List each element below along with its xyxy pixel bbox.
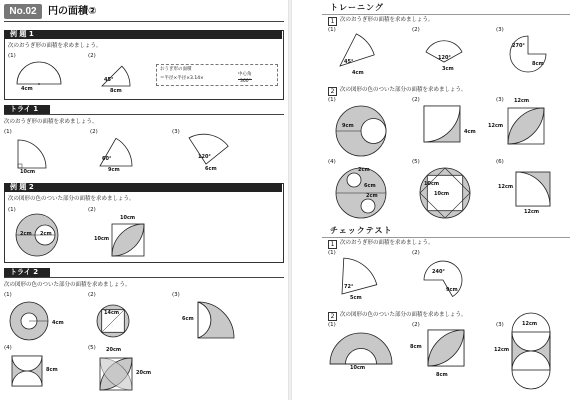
training-1-fig3-angle: 270° bbox=[512, 43, 525, 49]
training-header: トレーニング bbox=[330, 3, 384, 12]
example-2-fig2-top: 10cm bbox=[120, 215, 136, 221]
try-2-fig2-side: 14cm bbox=[104, 310, 120, 316]
formula-denominator: 360° bbox=[240, 79, 251, 85]
check-2-fig1-radius: 10cm bbox=[350, 365, 366, 371]
check-2-figure-1 bbox=[328, 330, 394, 366]
training-1-fig1-radius: 4cm bbox=[352, 70, 364, 76]
check-test-rule bbox=[322, 237, 570, 238]
training-2-figure-1 bbox=[334, 104, 388, 158]
training-2-fig2-side: 4cm bbox=[464, 129, 476, 135]
check-1-fig1-angle: 72° bbox=[344, 284, 354, 290]
example-1-num-2: (2) bbox=[88, 53, 96, 59]
training-2-num-5: (5) bbox=[412, 159, 420, 165]
try-2-figure-4 bbox=[10, 354, 44, 388]
worksheet-number-badge: No.02 bbox=[4, 4, 42, 19]
try-1-num-3: (3) bbox=[172, 129, 180, 135]
try-1-header: トライ 1 bbox=[4, 105, 50, 114]
example-1-num-1: (1) bbox=[8, 53, 16, 59]
check-1-fig1-radius: 5cm bbox=[350, 295, 362, 301]
check-2-num-3: (3) bbox=[496, 322, 504, 328]
try-2-figure-5 bbox=[98, 356, 134, 392]
training-2-fig6-bottom: 12cm bbox=[524, 209, 540, 215]
example-1-fig2-radius: 8cm bbox=[110, 88, 122, 94]
try-2-fig1-radius: 4cm bbox=[52, 320, 64, 326]
example-2-fig2-left: 10cm bbox=[94, 236, 110, 242]
example-2-figure-2 bbox=[110, 222, 146, 258]
training-2-num-2: (2) bbox=[412, 97, 420, 103]
training-2-fig4-b: 6cm bbox=[364, 183, 376, 189]
check-2-figure-3 bbox=[510, 330, 552, 372]
example-2-fig1-a: 2cm bbox=[20, 231, 32, 237]
example-2-fig1-b: 2cm bbox=[40, 231, 52, 237]
training-2-figure-3 bbox=[506, 106, 546, 146]
example-2-question: 次の図形の色のついた部分の面積を求めましょう。 bbox=[8, 196, 135, 202]
try-2-fig5-top: 20cm bbox=[106, 347, 122, 353]
try-2-num-2: (2) bbox=[88, 292, 96, 298]
page-title: 円の面積② bbox=[48, 6, 97, 17]
example-2-num-2: (2) bbox=[88, 207, 96, 213]
training-2-num-6: (6) bbox=[496, 159, 504, 165]
training-part-1-question: 次のおうぎ形の面積を求めましょう。 bbox=[340, 17, 434, 23]
try-1-question: 次のおうぎ形の面積を求めましょう。 bbox=[4, 119, 98, 125]
training-2-num-3: (3) bbox=[496, 97, 504, 103]
training-2-figure-4 bbox=[334, 166, 388, 220]
training-part-2-question: 次の図形の色のついた部分の面積を求めましょう。 bbox=[340, 87, 467, 93]
check-1-fig2-angle: 240° bbox=[432, 269, 445, 275]
check-part-1-number: 1 bbox=[328, 240, 337, 249]
training-1-num-2: (2) bbox=[412, 27, 420, 33]
check-part-1-question: 次のおうぎ形の面積を求めましょう。 bbox=[340, 240, 434, 246]
training-part-1-number: 1 bbox=[328, 17, 337, 26]
check-2-fig2-bottom: 8cm bbox=[436, 372, 448, 378]
try-1-num-2: (2) bbox=[90, 129, 98, 135]
try-2-num-4: (4) bbox=[4, 345, 12, 351]
check-2-figure-2 bbox=[426, 328, 466, 368]
try-2-rule bbox=[4, 277, 284, 278]
try-2-num-3: (3) bbox=[172, 292, 180, 298]
training-1-num-1: (1) bbox=[328, 27, 336, 33]
check-2-fig3-top: 12cm bbox=[522, 321, 538, 327]
try-2-figure-3 bbox=[196, 300, 240, 340]
training-2-num-1: (1) bbox=[328, 97, 336, 103]
check-2-fig2-left: 8cm bbox=[410, 344, 422, 350]
example-1-question: 次のおうぎ形の面積を求めましょう。 bbox=[8, 43, 102, 49]
check-test-header: チェックテスト bbox=[330, 226, 393, 235]
example-1-figure-1 bbox=[14, 58, 64, 88]
training-1-num-3: (3) bbox=[496, 27, 504, 33]
example-2-header: 例 題 2 bbox=[4, 183, 282, 192]
check-2-num-1: (1) bbox=[328, 322, 336, 328]
training-1-fig2-angle: 120° bbox=[438, 55, 451, 61]
training-2-figure-6 bbox=[514, 170, 552, 208]
formula-numerator: 中心角 bbox=[238, 72, 252, 79]
check-1-num-2: (2) bbox=[412, 250, 420, 256]
formula-body: ＝半径×半径×3.14× bbox=[160, 76, 204, 82]
try-2-num-1: (1) bbox=[4, 292, 12, 298]
training-rule bbox=[322, 14, 570, 15]
try-2-header: トライ 2 bbox=[4, 268, 50, 277]
try-2-fig5-right: 20cm bbox=[136, 370, 152, 376]
try-1-num-1: (1) bbox=[4, 129, 12, 135]
try-1-figure-2 bbox=[96, 136, 136, 170]
training-2-fig4-a: 2cm bbox=[358, 167, 370, 173]
example-1-fig2-angle: 45° bbox=[104, 77, 114, 83]
training-1-fig1-angle: 45° bbox=[344, 59, 354, 65]
try-1-fig2-radius: 9cm bbox=[108, 167, 120, 173]
try-1-fig3-radius: 6cm bbox=[205, 166, 217, 172]
try-2-num-5: (5) bbox=[88, 345, 96, 351]
example-2-num-1: (1) bbox=[8, 207, 16, 213]
training-2-fig4-c: 2cm bbox=[366, 193, 378, 199]
training-2-fig6-left: 12cm bbox=[498, 184, 514, 190]
training-2-num-4: (4) bbox=[328, 159, 336, 165]
training-2-fig3-left: 12cm bbox=[488, 123, 504, 129]
training-2-fig5-b: 10cm bbox=[434, 191, 450, 197]
try-2-figure-1 bbox=[8, 300, 50, 342]
example-1-figure-2 bbox=[96, 58, 136, 90]
check-1-fig2-radius: 9cm bbox=[446, 287, 458, 293]
training-1-figure-1 bbox=[336, 34, 380, 70]
training-1-fig2-radius: 3cm bbox=[442, 66, 454, 72]
check-part-2-question: 次の図形の色のついた部分の面積を求めましょう。 bbox=[340, 312, 467, 318]
training-part-2-number: 2 bbox=[328, 87, 337, 96]
example-1-fig1-radius: 4cm bbox=[21, 86, 33, 92]
check-1-figure-1 bbox=[336, 256, 382, 298]
try-1-fig1-radius: 10cm bbox=[20, 169, 36, 175]
sector-area-formula bbox=[156, 64, 278, 86]
check-2-num-2: (2) bbox=[412, 322, 420, 328]
formula-title: おうぎ形の面積 bbox=[160, 67, 192, 72]
check-1-figure-2 bbox=[420, 258, 466, 302]
training-2-figure-2 bbox=[422, 104, 462, 146]
training-2-fig1-radius: 9cm bbox=[342, 123, 354, 129]
right-page bbox=[292, 0, 575, 400]
check-part-2-number: 2 bbox=[328, 312, 337, 321]
check-1-num-1: (1) bbox=[328, 250, 336, 256]
training-1-figure-3 bbox=[506, 32, 550, 76]
try-2-fig3-side: 6cm bbox=[182, 316, 194, 322]
title-underline bbox=[4, 21, 284, 22]
try-1-rule bbox=[4, 114, 284, 115]
try-1-fig3-angle: 120° bbox=[198, 154, 211, 160]
try-1-fig2-angle: 60° bbox=[102, 156, 112, 162]
try-1-figure-3 bbox=[178, 136, 228, 170]
example-1-header: 例 題 1 bbox=[4, 30, 282, 39]
try-2-question: 次の図形の色のついた部分の面積を求めましょう。 bbox=[4, 282, 131, 288]
training-1-fig3-radius: 8cm bbox=[532, 61, 544, 67]
training-2-fig3-top: 12cm bbox=[514, 98, 530, 104]
try-2-fig4-side: 8cm bbox=[46, 367, 58, 373]
check-2-fig3-left: 12cm bbox=[494, 347, 510, 353]
training-2-fig5-a: 10cm bbox=[424, 181, 440, 187]
try-1-figure-1 bbox=[14, 136, 50, 172]
